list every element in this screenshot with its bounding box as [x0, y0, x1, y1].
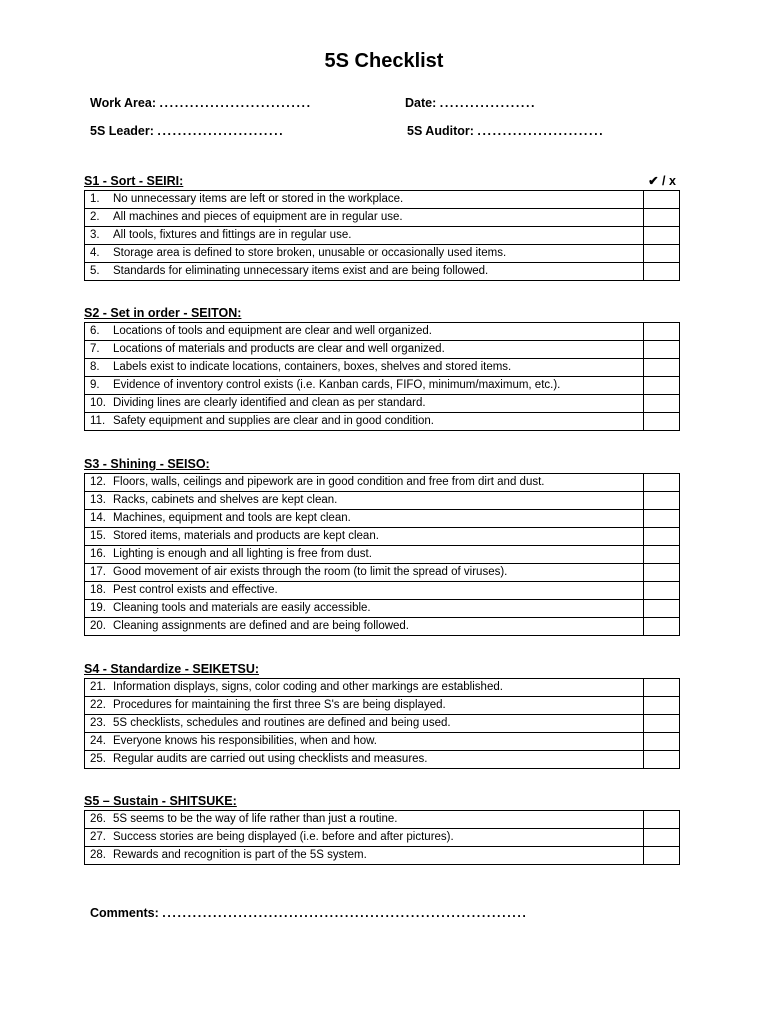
item-text: Everyone knows his responsibilities, when and how.: [113, 735, 378, 747]
item-cell: [85, 546, 644, 564]
item-number: 7.: [90, 343, 100, 355]
item-text: Good movement of air exists through the room (to limit the spread of viruses).: [113, 566, 508, 578]
check-box[interactable]: [644, 679, 680, 697]
table-row: [85, 811, 680, 829]
item-cell: [85, 564, 644, 582]
item-cell: [85, 227, 644, 245]
item-text: Racks, cabinets and shelves are kept clean.: [113, 494, 338, 506]
item-number: 9.: [90, 379, 100, 391]
item-cell: [85, 582, 644, 600]
comments-dots: ........................................................................: [162, 906, 528, 920]
table-row: [85, 263, 680, 281]
table-row: [85, 492, 680, 510]
checklist-table: [84, 322, 680, 431]
check-box[interactable]: [644, 191, 680, 209]
check-box[interactable]: [644, 811, 680, 829]
check-box[interactable]: [644, 751, 680, 769]
item-number: 18.: [90, 584, 106, 596]
item-text: Stored items, materials and products are kept clean.: [113, 530, 379, 542]
check-box[interactable]: [644, 413, 680, 431]
item-number: 19.: [90, 602, 106, 614]
table-row: [85, 697, 680, 715]
item-number: 10.: [90, 397, 106, 409]
item-text: Pest control exists and effective.: [113, 584, 278, 596]
table-row: [85, 600, 680, 618]
check-box[interactable]: [644, 323, 680, 341]
section-shining: [84, 455, 680, 636]
table-row: [85, 245, 680, 263]
item-number: 5.: [90, 265, 100, 277]
item-number: 25.: [90, 753, 106, 765]
item-text: Standards for eliminating unnecessary items exist and are being followed.: [113, 265, 489, 277]
date-label: Date:: [405, 96, 437, 110]
item-cell: [85, 528, 644, 546]
item-cell: [85, 715, 644, 733]
check-box[interactable]: [644, 618, 680, 636]
item-text: Cleaning assignments are defined and are being followed.: [113, 620, 410, 632]
check-box[interactable]: [644, 245, 680, 263]
check-box[interactable]: [644, 359, 680, 377]
leader-dots: .........................: [157, 124, 285, 138]
section-title: S5 – Sustain - SHITSUKE:: [84, 794, 237, 808]
check-box[interactable]: [644, 395, 680, 413]
item-text: Locations of tools and equipment are clear and well organized.: [113, 325, 433, 337]
item-text: Labels exist to indicate locations, containers, boxes, shelves and stored items.: [113, 361, 512, 373]
table-row: [85, 582, 680, 600]
item-number: 2.: [90, 211, 100, 223]
item-cell: [85, 413, 644, 431]
check-box[interactable]: [644, 582, 680, 600]
item-number: 13.: [90, 494, 106, 506]
checklist-table: [84, 810, 680, 865]
date-dots: ...................: [439, 96, 537, 110]
item-cell: [85, 323, 644, 341]
item-cell: [85, 492, 644, 510]
item-number: 4.: [90, 247, 100, 259]
item-number: 1.: [90, 193, 100, 205]
item-cell: [85, 359, 644, 377]
section-sustain: [84, 792, 680, 865]
work-area-dots: ..............................: [159, 96, 312, 110]
item-number: 16.: [90, 548, 106, 560]
item-cell: [85, 245, 644, 263]
check-box[interactable]: [644, 733, 680, 751]
item-number: 20.: [90, 620, 106, 632]
item-cell: [85, 847, 644, 865]
item-number: 22.: [90, 699, 106, 711]
table-row: [85, 564, 680, 582]
table-row: [85, 377, 680, 395]
table-row: [85, 679, 680, 697]
section-title: S4 - Standardize - SEIKETSU:: [84, 662, 260, 676]
item-text: No unnecessary items are left or stored in the workplace.: [113, 193, 404, 205]
item-number: 17.: [90, 566, 106, 578]
item-number: 26.: [90, 813, 106, 825]
item-number: 6.: [90, 325, 100, 337]
item-number: 8.: [90, 361, 100, 373]
table-row: [85, 528, 680, 546]
table-row: [85, 510, 680, 528]
check-box[interactable]: [644, 492, 680, 510]
item-text: Storage area is defined to store broken, unusable or occasionally used items.: [113, 247, 507, 259]
section-title: S2 - Set in order - SEITON:: [84, 306, 242, 320]
leader-label: 5S Leader:: [90, 124, 154, 138]
table-row: [85, 715, 680, 733]
item-cell: [85, 377, 644, 395]
comments-field[interactable]: [90, 906, 528, 920]
item-cell: [85, 191, 644, 209]
table-row: [85, 209, 680, 227]
section-sort: [84, 172, 680, 281]
table-row: [85, 413, 680, 431]
table-row: [85, 847, 680, 865]
date-field[interactable]: [405, 96, 536, 110]
check-box[interactable]: [644, 847, 680, 865]
item-cell: [85, 600, 644, 618]
table-row: [85, 733, 680, 751]
checklist-table: [84, 678, 680, 769]
item-text: Evidence of inventory control exists (i.e. Kanban cards, FIFO, minimum/maximum, etc.).: [113, 379, 561, 391]
item-text: Safety equipment and supplies are clear and in good condition.: [113, 415, 434, 427]
item-cell: [85, 829, 644, 847]
item-cell: [85, 510, 644, 528]
check-box[interactable]: [644, 263, 680, 281]
section-standardize: [84, 660, 680, 769]
check-box[interactable]: [644, 546, 680, 564]
check-box[interactable]: [644, 227, 680, 245]
item-text: Procedures for maintaining the first three S's are being displayed.: [113, 699, 446, 711]
item-text: Machines, equipment and tools are kept clean.: [113, 512, 351, 524]
item-cell: [85, 811, 644, 829]
check-box[interactable]: [644, 697, 680, 715]
item-cell: [85, 474, 644, 492]
page-title: 5S Checklist: [324, 50, 444, 72]
item-text: 5S checklists, schedules and routines are defined and being used.: [113, 717, 451, 729]
item-text: Success stories are being displayed (i.e. before and after pictures).: [113, 831, 454, 843]
table-row: [85, 323, 680, 341]
item-number: 15.: [90, 530, 106, 542]
item-number: 14.: [90, 512, 106, 524]
check-box[interactable]: [644, 377, 680, 395]
check-box[interactable]: [644, 600, 680, 618]
item-number: 27.: [90, 831, 106, 843]
table-row: [85, 341, 680, 359]
item-text: Rewards and recognition is part of the 5S system.: [113, 849, 367, 861]
item-number: 12.: [90, 476, 106, 488]
check-box[interactable]: [644, 341, 680, 359]
item-text: All machines and pieces of equipment are in regular use.: [113, 211, 403, 223]
check-box[interactable]: [644, 715, 680, 733]
check-box[interactable]: [644, 829, 680, 847]
item-cell: [85, 263, 644, 281]
table-row: [85, 829, 680, 847]
check-column-header: ✔ / x: [648, 174, 676, 188]
table-row: [85, 191, 680, 209]
item-text: Locations of materials and products are clear and well organized.: [113, 343, 445, 355]
item-cell: [85, 395, 644, 413]
table-row: [85, 359, 680, 377]
section-title: S3 - Shining - SEISO:: [84, 457, 210, 471]
table-row: [85, 618, 680, 636]
section-set-in-order: [84, 304, 680, 431]
auditor-label: 5S Auditor:: [407, 124, 474, 138]
item-number: 23.: [90, 717, 106, 729]
check-box[interactable]: [644, 209, 680, 227]
auditor-field[interactable]: [407, 124, 604, 138]
item-number: 11.: [90, 415, 106, 427]
item-cell: [85, 209, 644, 227]
table-row: [85, 546, 680, 564]
item-text: Regular audits are carried out using checklists and measures.: [113, 753, 428, 765]
item-text: 5S seems to be the way of life rather than just a routine.: [113, 813, 398, 825]
item-cell: [85, 341, 644, 359]
section-title: S1 - Sort - SEIRI:: [84, 174, 184, 188]
item-number: 28.: [90, 849, 106, 861]
item-cell: [85, 679, 644, 697]
check-box[interactable]: [644, 474, 680, 492]
table-row: [85, 227, 680, 245]
item-text: Cleaning tools and materials are easily accessible.: [113, 602, 371, 614]
comments-label: Comments:: [90, 906, 159, 920]
work-area-field[interactable]: [90, 96, 312, 110]
item-number: 3.: [90, 229, 100, 241]
item-cell: [85, 697, 644, 715]
checklist-table: [84, 190, 680, 281]
check-box[interactable]: [644, 564, 680, 582]
item-cell: [85, 733, 644, 751]
table-row: [85, 751, 680, 769]
item-number: 24.: [90, 735, 106, 747]
item-text: All tools, fixtures and fittings are in regular use.: [113, 229, 352, 241]
table-row: [85, 395, 680, 413]
item-cell: [85, 751, 644, 769]
item-text: Lighting is enough and all lighting is free from dust.: [113, 548, 372, 560]
table-row: [85, 474, 680, 492]
item-text: Information displays, signs, color coding and other markings are established.: [113, 681, 503, 693]
leader-field[interactable]: [90, 124, 284, 138]
checklist-table: [84, 473, 680, 636]
check-box[interactable]: [644, 528, 680, 546]
item-number: 21.: [90, 681, 106, 693]
item-cell: [85, 618, 644, 636]
item-text: Dividing lines are clearly identified and clean as per standard.: [113, 397, 426, 409]
check-box[interactable]: [644, 510, 680, 528]
work-area-label: Work Area:: [90, 96, 156, 110]
item-text: Floors, walls, ceilings and pipework are in good condition and free from dirt and dust.: [113, 476, 545, 488]
auditor-dots: .........................: [477, 124, 605, 138]
